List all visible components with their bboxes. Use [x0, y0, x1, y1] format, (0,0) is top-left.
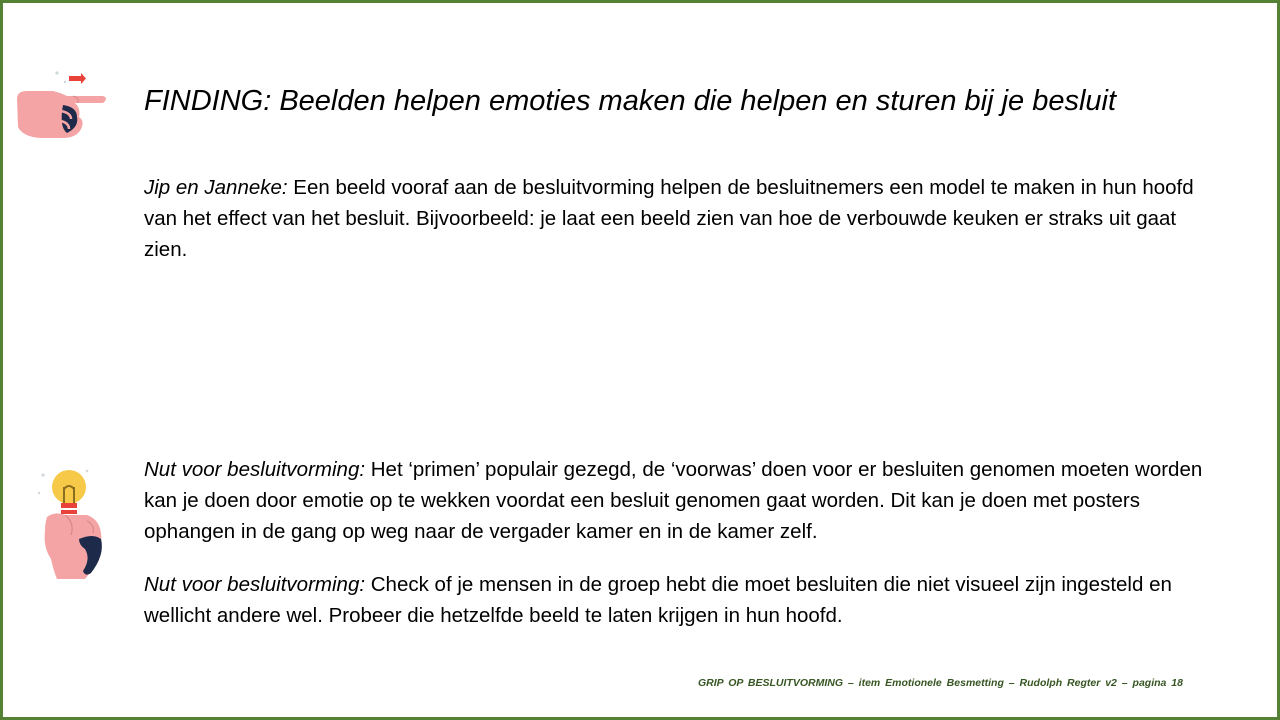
paragraph-lead: Nut voor besluitvorming: [144, 458, 366, 481]
hand-holding-lightbulb-icon [35, 465, 107, 583]
paragraph-text: Check of je mensen in de groep hebt die moet besluiten die niet visueel zijn ingesteld en wellicht andere wel. Probeer die hetzelfde beeld te laten krijgen in hun hoofd. [144, 573, 1172, 627]
paragraph-nut-voor-besluitvorming-2 [144, 569, 1204, 631]
paragraph-text: Een beeld vooraf aan de besluitvorming helpen de besluitnemers een model te maken in hun hoofd van het effect van het besluit. Bijvoorbeeld: je laat een beeld zien van hoe de verbouwde keuken er straks uit gaat zien. [144, 176, 1194, 261]
paragraph-nut-voor-besluitvorming-1 [144, 454, 1204, 547]
paragraph-text: Het ‘primen’ populair gezegd, de ‘voorwas’ doen voor er besluiten genomen moeten worden kan je doen door emotie op te wekken voordat een besluit genomen gaat worden. Dit kan je doen met posters ophangen in de gang op weg naar de vergader kamer en in de kamer zelf. [144, 458, 1203, 543]
pointing-hand-icon [15, 71, 113, 143]
slide-footer: GRIP OP BESLUITVORMING – item Emotionele Besmetting – Rudolph Regter v2 – pagina 18 [698, 677, 1183, 689]
paragraph-jip-en-janneke [144, 172, 1204, 265]
paragraph-lead: Jip en Janneke: [144, 176, 288, 199]
paragraph-lead: Nut voor besluitvorming: [144, 573, 366, 596]
slide-title: FINDING: Beelden helpen emoties maken die helpen en sturen bij je besluit [144, 85, 1117, 117]
